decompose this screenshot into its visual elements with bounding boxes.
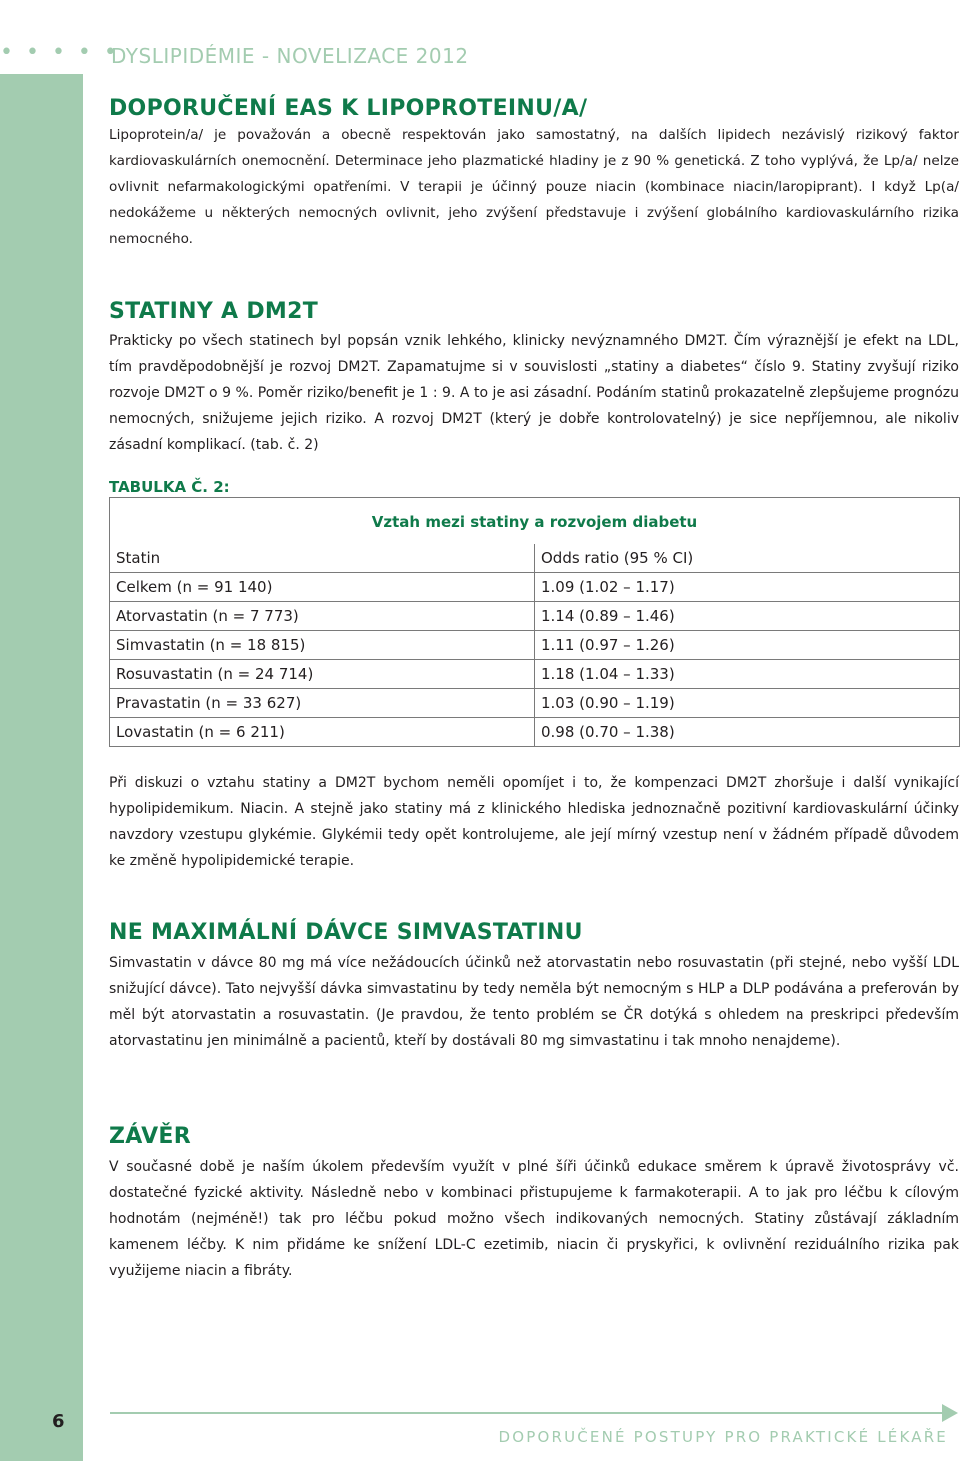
statin-cell: Pravastatin (n = 33 627) — [110, 689, 535, 718]
table-row — [110, 573, 960, 602]
sidebar-decoration — [0, 74, 83, 1461]
statin-diabetes-table — [109, 497, 960, 747]
section-heading-lpa: DOPORUČENÍ EAS K LIPOPROTEINU/A/ — [109, 96, 588, 121]
section-text-lpa: Lipoprotein/a/ je považován a obecně respektován jako samostatný, na dalších lipidech nezávislý rizikový faktor kardiovaskulárních onemocnění. Determinace jeho plazmatické hladiny je z 90 % genetická. Z toho vyplývá, že Lp/a/ nelze ovlivnit nefarmakologickými opatřeními. V terapii je účinný pouze niacin (kombinace niacin/laropiprant). I když Lp(a/ nedokážeme u některých nemocných ovlivnit, jeho zvýšení představuje i zvýšení globálního kardiovaskulárního rizika nemocného. — [109, 127, 959, 247]
section-text-after-table: Při diskuzi o vztahu statiny a DM2T bychom neměli opomíjet i to, že kompenzaci DM2T zhoršuje i další vynikající hypolipidemikum. Niacin. A stejně jako statiny má z klinického hlediska jednoznačně pozitivní kardiovaskulární účinky navzdory vzestupu glykémie. Glykémii tedy opět kontrolujeme, ale její mírný vzestup není v žádném případě důvodem ke změně hypolipidemické terapie. — [109, 775, 959, 869]
running-header-title: DYSLIPIDÉMIE - NOVELIZACE 2012 — [111, 44, 469, 68]
statin-cell: Simvastatin (n = 18 815) — [110, 631, 535, 660]
table-row — [110, 660, 960, 689]
statin-cell: Celkem (n = 91 140) — [110, 573, 535, 602]
footer-arrow-icon — [942, 1404, 958, 1422]
column-header-statin: Statin — [110, 544, 535, 573]
column-header-odds-ratio: Odds ratio (95 % CI) — [535, 544, 960, 573]
statin-cell: Rosuvastatin (n = 24 714) — [110, 660, 535, 689]
odds-ratio-cell: 0.98 (0.70 – 1.38) — [535, 718, 960, 747]
table-row — [110, 602, 960, 631]
odds-ratio-cell: 1.11 (0.97 – 1.26) — [535, 631, 960, 660]
odds-ratio-cell: 1.18 (1.04 – 1.33) — [535, 660, 960, 689]
statin-cell: Lovastatin (n = 6 211) — [110, 718, 535, 747]
section-heading-simvastatin: NE MAXIMÁLNÍ DÁVCE SIMVASTATINU — [109, 920, 583, 945]
section-text-zaver: V současné době je naším úkolem především využít v plné šíři účinků edukace směrem k úpravě životosprávy vč. dostatečné fyzické aktivity. Následně nebo v kombinaci přistupujeme k farmakoterapii. A to jak pro léčbu k cílovým hodnotám (nejméně!) tak pro léčbu pokud možno všech indikovaných nemocných. Statiny zůstávají základním kamenem léčby. K nim přidáme ke snížení LDL-C ezetimib, niacin či pryskyřici, k ovlivnění reziduálního rizika pak využijeme niacin a fibráty. — [109, 1159, 959, 1279]
table-row — [110, 689, 960, 718]
section-heading-statiny: STATINY A DM2T — [109, 299, 319, 324]
table-row — [110, 718, 960, 747]
page-number: 6 — [52, 1411, 65, 1432]
table-header-row — [110, 544, 960, 573]
table-title-row — [110, 498, 960, 545]
section-text-simvastatin: Simvastatin v dávce 80 mg má více nežádoucích účinků než atorvastatin nebo rosuvastatin (při stejné, nebo vyšší LDL snižující dávce). Tato nejvyšší dávka simvastatinu by tedy neměla být nemocným s HLP a DLP podávána a preferován by měl být atorvastatin a rosuvastatin. (Je pravdou, že tento problém se ČR dotýká s ohledem na preskripci především atorvastatinu jen minimálně a pacientů, kteří by dostávali 80 mg simvastatinu i tak mnoho nenajdeme). — [109, 955, 959, 1049]
odds-ratio-cell: 1.09 (1.02 – 1.17) — [535, 573, 960, 602]
table-label: TABULKA Č. 2: — [109, 478, 230, 496]
section-text-statiny: Prakticky po všech statinech byl popsán vznik lehkého, klinicky nevýznamného DM2T. Čím výraznější je efekt na LDL, tím pravděpodobnější je rozvoj DM2T. Zapamatujme si v souvislosti „statiny a diabetes“ číslo 9. Statiny zvyšují riziko rozvoje DM2T o 9 %. Poměr riziko/benefit je 1 : 9. A to je asi zásadní. Podáním statinů prokazatelně zlepšujeme prognózu nemocných, snižujeme jejich riziko. A rozvoj DM2T (který je dobře kontrolovatelný) je sice nepříjemnou, ale nikoliv zásadní komplikací. (tab. č. 2) — [109, 333, 959, 453]
footer-rule — [110, 1412, 945, 1414]
odds-ratio-cell: 1.14 (0.89 – 1.46) — [535, 602, 960, 631]
table-title: Vztah mezi statiny a rozvojem diabetu — [110, 498, 960, 545]
header-dots: • • • • • — [0, 40, 120, 65]
table-row — [110, 631, 960, 660]
footer-title: DOPORUČENÉ POSTUPY PRO PRAKTICKÉ LÉKAŘE — [498, 1428, 948, 1446]
section-heading-zaver: ZÁVĚR — [109, 1124, 191, 1149]
statin-cell: Atorvastatin (n = 7 773) — [110, 602, 535, 631]
odds-ratio-cell: 1.03 (0.90 – 1.19) — [535, 689, 960, 718]
